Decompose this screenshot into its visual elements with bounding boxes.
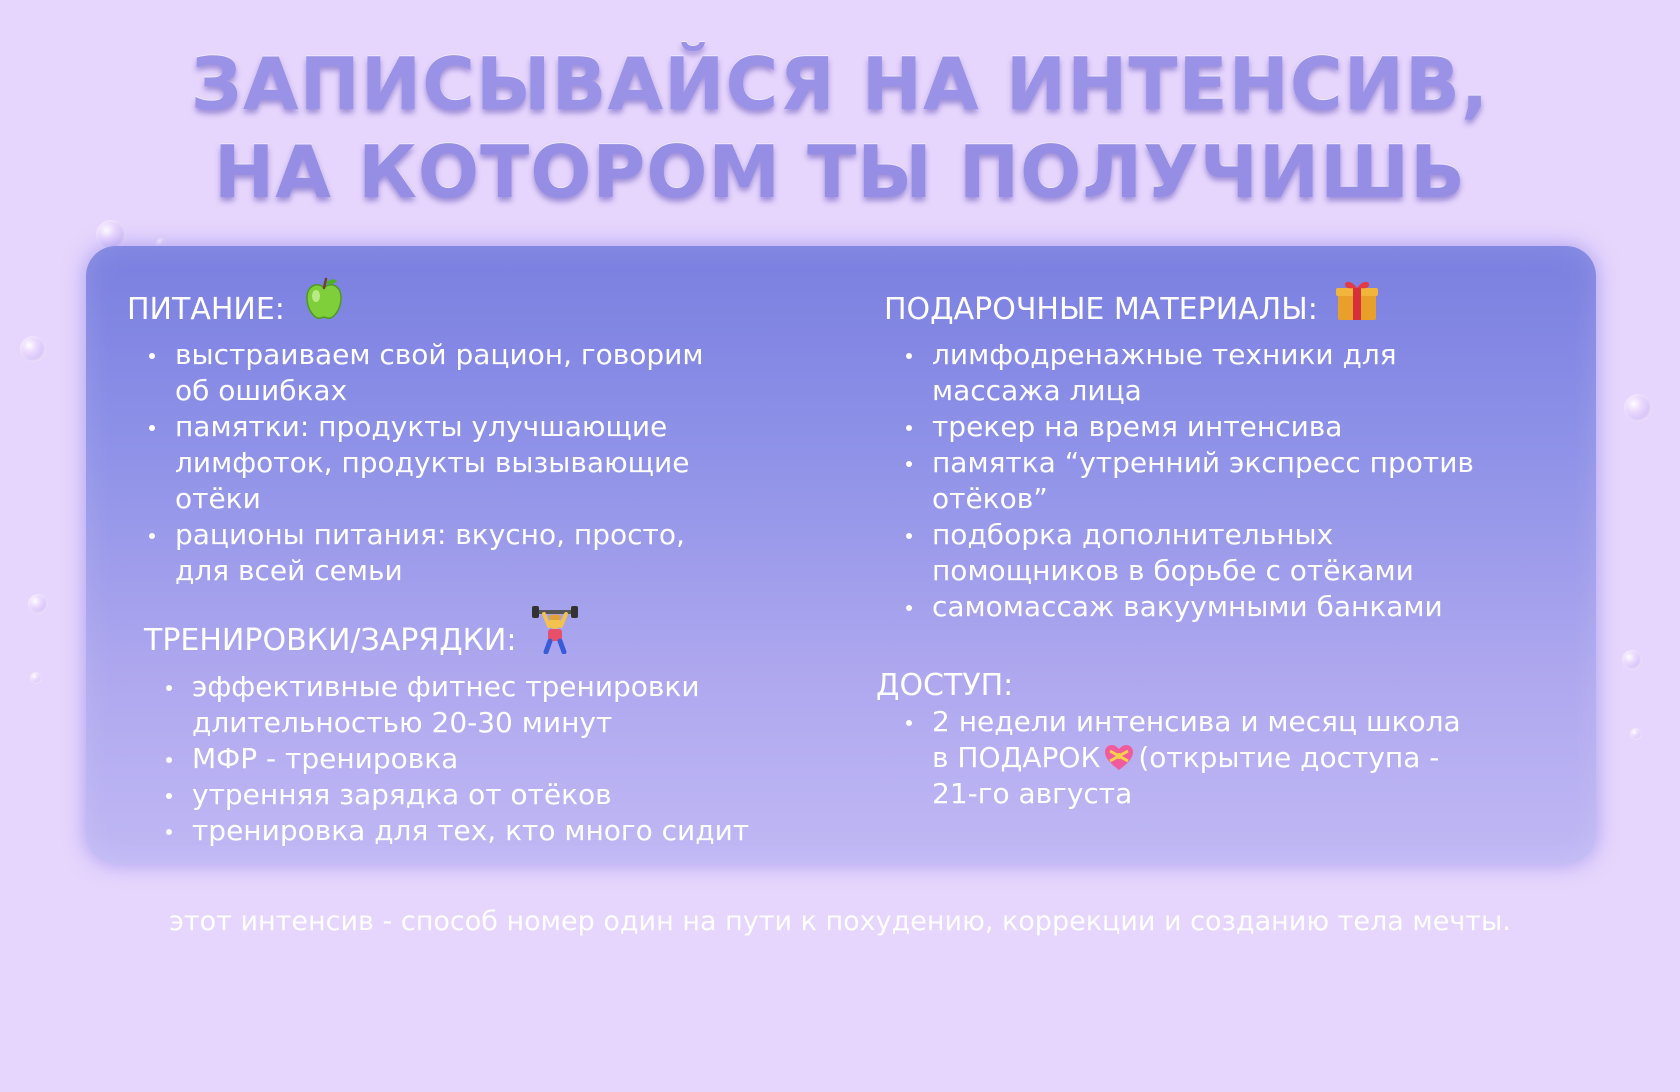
list-item-line: самомассаж вакуумными банками <box>932 590 1443 623</box>
list-item-line: 2 недели интенсива и месяц школа <box>932 705 1461 738</box>
training-section <box>144 612 749 849</box>
list-item-line: об ошибках <box>175 374 348 407</box>
bullet <box>166 757 172 763</box>
list-item-line: рационы питания: вкусно, просто, <box>175 518 685 551</box>
list-item-line: памятки: продукты улучшающие <box>175 410 668 443</box>
list-item-line: отёков” <box>932 482 1048 515</box>
green-apple-icon <box>301 276 347 331</box>
footer-note: этот интенсив - способ номер один на пути к похудению, коррекции и созданию тела мечты. <box>169 906 1511 937</box>
list-item-line: подборка дополнительных <box>932 518 1334 551</box>
nutrition-title: ПИТАНИЕ: <box>127 291 285 327</box>
training-title: ТРЕНИРОВКИ/ЗАРЯДКИ: <box>144 622 517 658</box>
bullet <box>906 353 912 359</box>
weightlifter-icon <box>532 606 578 663</box>
access-list <box>888 704 1461 812</box>
list-item-line: тренировка для тех, кто много сидит <box>192 814 750 847</box>
list-item-line: эффективные фитнес тренировки <box>192 670 700 703</box>
access-section <box>876 668 1461 812</box>
headline-line-2: НА КОТОРОМ ТЫ ПОЛУЧИШЬ <box>214 130 1466 214</box>
bubble-decoration <box>28 594 48 614</box>
bullet <box>166 685 172 691</box>
training-list <box>148 669 749 849</box>
list-item-line: массажа лица <box>932 374 1142 407</box>
headline-line-1: ЗАПИСЫВАЙСЯ НА ИНТЕНСИВ, <box>190 42 1490 126</box>
bullet <box>906 461 912 467</box>
section-title <box>144 612 749 669</box>
list-item-line: (открытие доступа - <box>1138 741 1440 774</box>
bubble-decoration <box>1622 650 1642 670</box>
bullet <box>149 353 155 359</box>
list-item-line: лимфоток, продукты вызывающие <box>175 446 690 479</box>
nutrition-list <box>131 337 703 589</box>
list-item <box>148 813 749 849</box>
section-title <box>884 282 1474 337</box>
list-item <box>888 704 1461 812</box>
list-item-line: отёки <box>175 482 261 515</box>
list-item-line: длительностью 20-30 минут <box>192 706 613 739</box>
list-item <box>131 517 703 589</box>
bullet <box>906 720 912 726</box>
list-item-line: утренняя зарядка от отёков <box>192 778 612 811</box>
list-item-line: лимфодренажные техники для <box>932 338 1397 371</box>
list-item <box>888 589 1474 625</box>
list-item-line: в ПОДАРОК <box>932 741 1101 774</box>
bubble-decoration <box>1630 728 1642 740</box>
section-title <box>127 282 703 337</box>
list-item <box>148 669 749 741</box>
list-item-line: выстраиваем свой рацион, говорим <box>175 338 704 371</box>
list-item-line: помощников в борьбе с отёками <box>932 554 1414 587</box>
nutrition-section <box>127 282 703 589</box>
list-item-line: трекер на время интенсива <box>932 410 1343 443</box>
list-item <box>148 741 749 777</box>
bubble-decoration <box>1624 394 1652 422</box>
bullet <box>906 533 912 539</box>
bullet <box>149 533 155 539</box>
list-item-line: для всей семьи <box>175 554 403 587</box>
headline <box>0 40 1680 216</box>
heart-with-ribbon-icon <box>1104 744 1134 780</box>
bubble-decoration <box>30 672 42 684</box>
gifts-section <box>884 282 1474 625</box>
list-item-line: 21-го августа <box>932 777 1133 810</box>
list-item <box>888 409 1474 445</box>
gift-icon <box>1334 276 1380 331</box>
bullet <box>906 425 912 431</box>
list-item <box>131 337 703 409</box>
bullet <box>149 425 155 431</box>
list-item <box>148 777 749 813</box>
list-item-line: МФР - тренировка <box>192 742 459 775</box>
bullet <box>166 793 172 799</box>
list-item <box>131 409 703 517</box>
bullet <box>906 605 912 611</box>
access-title: ДОСТУП: <box>876 668 1014 703</box>
gifts-list <box>888 337 1474 625</box>
section-title <box>876 668 1461 704</box>
bubble-decoration <box>20 336 46 362</box>
list-item <box>888 517 1474 589</box>
list-item <box>888 445 1474 517</box>
list-item <box>888 337 1474 409</box>
list-item-line: памятка “утренний экспресс против <box>932 446 1474 479</box>
bullet <box>166 829 172 835</box>
gifts-title: ПОДАРОЧНЫЕ МАТЕРИАЛЫ: <box>884 291 1318 327</box>
